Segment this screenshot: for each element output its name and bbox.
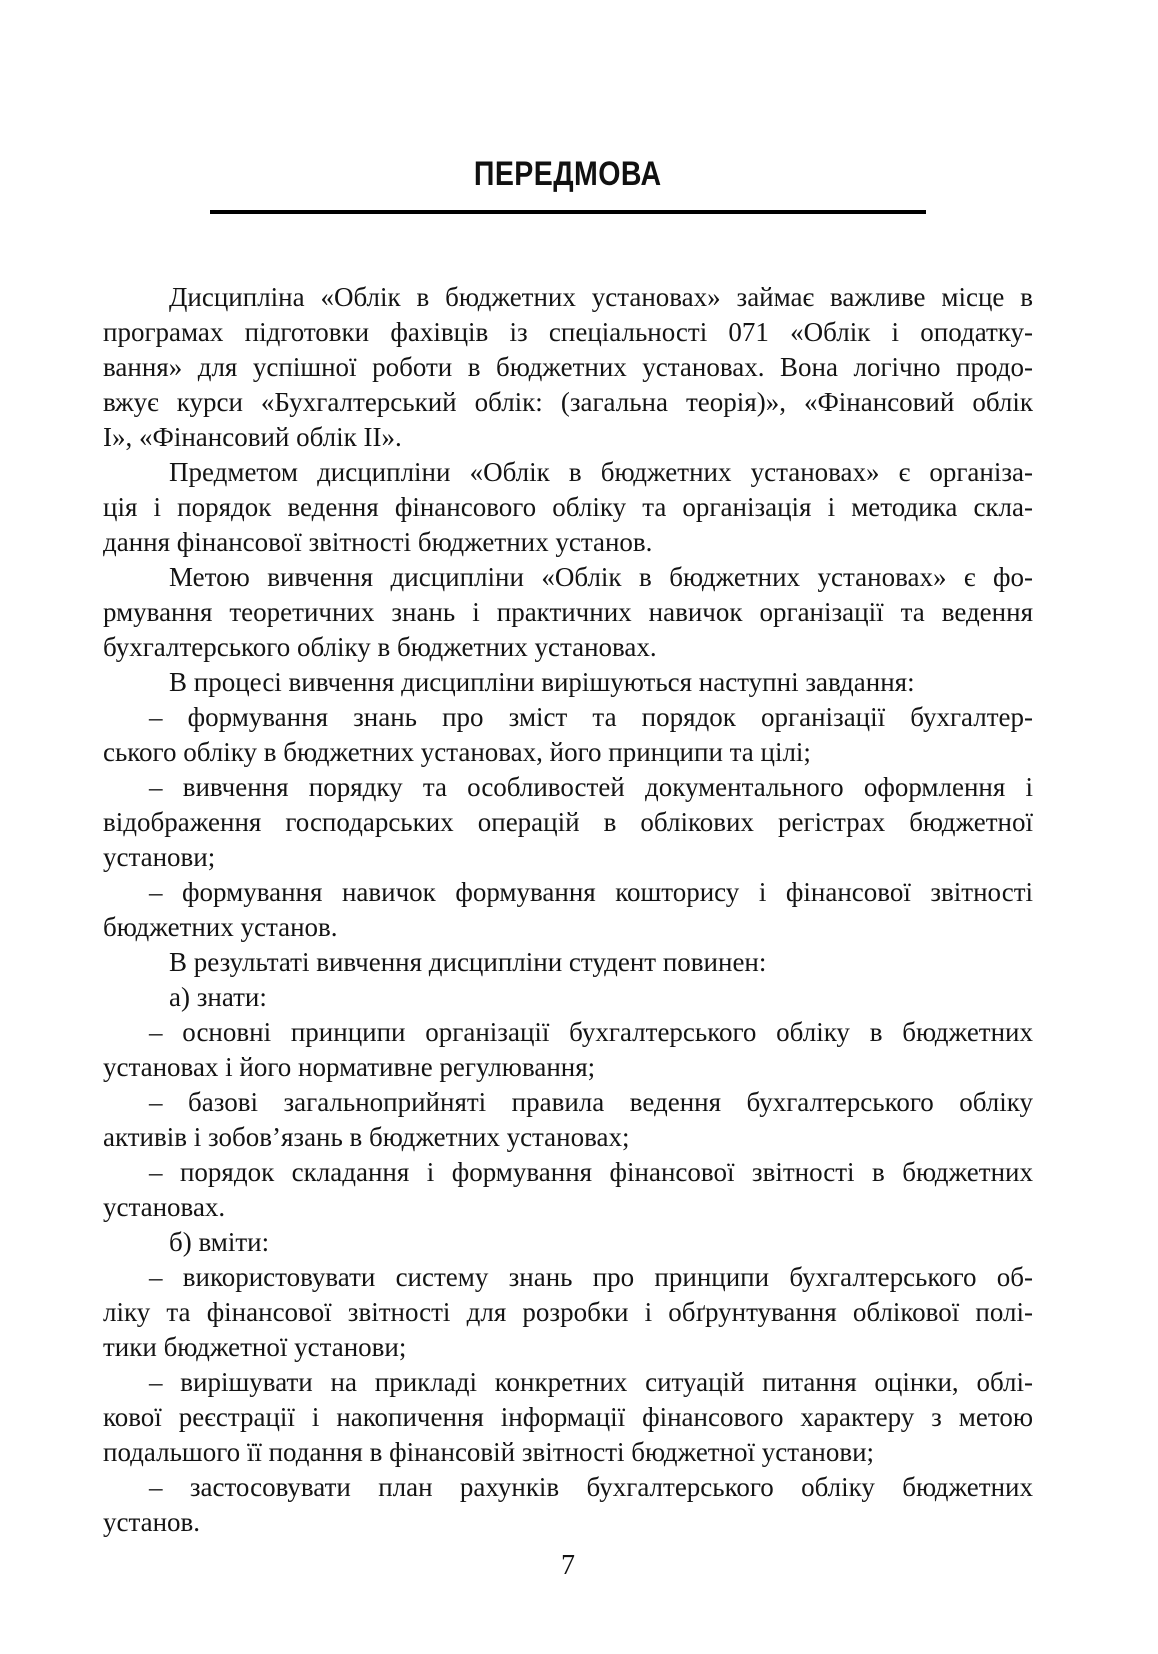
text-line: – порядок складання і формування фінансової звітності в бюджетних: [149, 1157, 1033, 1187]
text-line: б) вміти:: [169, 1227, 270, 1257]
text-line: В результаті вивчення дисципліни студент повинен:: [169, 947, 767, 977]
list-item-paragraph: [103, 1260, 1033, 1365]
text-line: дання фінансової звітності бюджетних установ.: [103, 527, 653, 557]
text-line: відображення господарських операцій в облікових регістрах бюджетної: [103, 807, 1033, 837]
text-line: – застосовувати план рахунків бухгалтерського обліку бюджетних: [149, 1472, 1033, 1502]
paragraph: [103, 560, 1033, 665]
text-line: Метою вивчення дисципліни «Облік в бюджетних установах» є фо-: [169, 562, 1033, 592]
text-line: Дисципліна «Облік в бюджетних установах» займає важливе місце в: [169, 282, 1033, 312]
paragraph: [103, 945, 1033, 980]
text-line: І», «Фінансовий облік ІІ».: [103, 422, 402, 452]
text-line: Предметом дисципліни «Облік в бюджетних установах» є організа-: [169, 457, 1033, 487]
text-line: – основні принципи організації бухгалтерського обліку в бюджетних: [149, 1017, 1033, 1047]
text-line: установи;: [103, 842, 216, 872]
text-line: В процесі вивчення дисципліни вирішуються наступні завдання:: [169, 667, 915, 697]
text-line: – використовувати систему знань про принципи бухгалтерського об-: [149, 1262, 1033, 1292]
text-line: вжує курси «Бухгалтерський облік: (загальна теорія)», «Фінансовий облік: [103, 387, 1033, 417]
text-line: – формування знань про зміст та порядок організації бухгалтер-: [149, 702, 1033, 732]
paragraph: [103, 665, 1033, 700]
text-line: подальшого її подання в фінансовій звітності бюджетної установи;: [103, 1437, 875, 1467]
text-line: установ.: [103, 1507, 201, 1537]
text-line: – вирішувати на прикладі конкретних ситуацій питання оцінки, облі-: [149, 1367, 1033, 1397]
page-content: [103, 0, 1033, 1583]
text-line: ліку та фінансової звітності для розробки і обґрунтування облікової полі-: [103, 1297, 1033, 1327]
page-number: 7: [561, 1550, 575, 1581]
page-body: [103, 280, 1033, 1540]
text-line: ського обліку в бюджетних установах, його принципи та цілі;: [103, 737, 811, 767]
paragraph: [103, 280, 1033, 455]
list-item-paragraph: [103, 1015, 1033, 1085]
text-line: – формування навичок формування кошторису і фінансової звітності: [149, 877, 1033, 907]
text-line: рмування теоретичних знань і практичних навичок організації та ведення: [103, 597, 1033, 627]
paragraph: [103, 455, 1033, 560]
text-line: а) знати:: [169, 982, 267, 1012]
paragraph: [103, 1225, 1033, 1260]
text-line: ція і порядок ведення фінансового обліку та організація і методика скла-: [103, 492, 1033, 522]
text-line: установах і його нормативне регулювання;: [103, 1052, 596, 1082]
list-item-paragraph: [103, 1365, 1033, 1470]
text-line: бухгалтерського обліку в бюджетних установах.: [103, 632, 657, 662]
page-title: ПЕРЕДМОВА: [474, 155, 662, 193]
text-line: – вивчення порядку та особливостей документального оформлення і: [149, 772, 1033, 802]
list-item-paragraph: [103, 1470, 1033, 1540]
text-line: програмах підготовки фахівців із спеціальності 071 «Облік і оподатку-: [103, 317, 1033, 347]
list-item-paragraph: [103, 770, 1033, 875]
title-underline: [210, 210, 926, 214]
text-line: тики бюджетної установи;: [103, 1332, 407, 1362]
text-line: активів і зобов’язань в бюджетних установах;: [103, 1122, 630, 1152]
text-line: бюджетних установ.: [103, 912, 338, 942]
list-item-paragraph: [103, 1085, 1033, 1155]
list-item-paragraph: [103, 700, 1033, 770]
text-line: кової реєстрації і накопичення інформації фінансового характеру з метою: [103, 1402, 1033, 1432]
list-item-paragraph: [103, 875, 1033, 945]
text-line: установах.: [103, 1192, 226, 1222]
title-block: [103, 0, 1033, 199]
text-line: – базові загальноприйняті правила ведення бухгалтерського обліку: [149, 1087, 1033, 1117]
paragraph: [103, 980, 1033, 1015]
text-line: вання» для успішної роботи в бюджетних установах. Вона логічно продо-: [103, 352, 1033, 382]
list-item-paragraph: [103, 1155, 1033, 1225]
